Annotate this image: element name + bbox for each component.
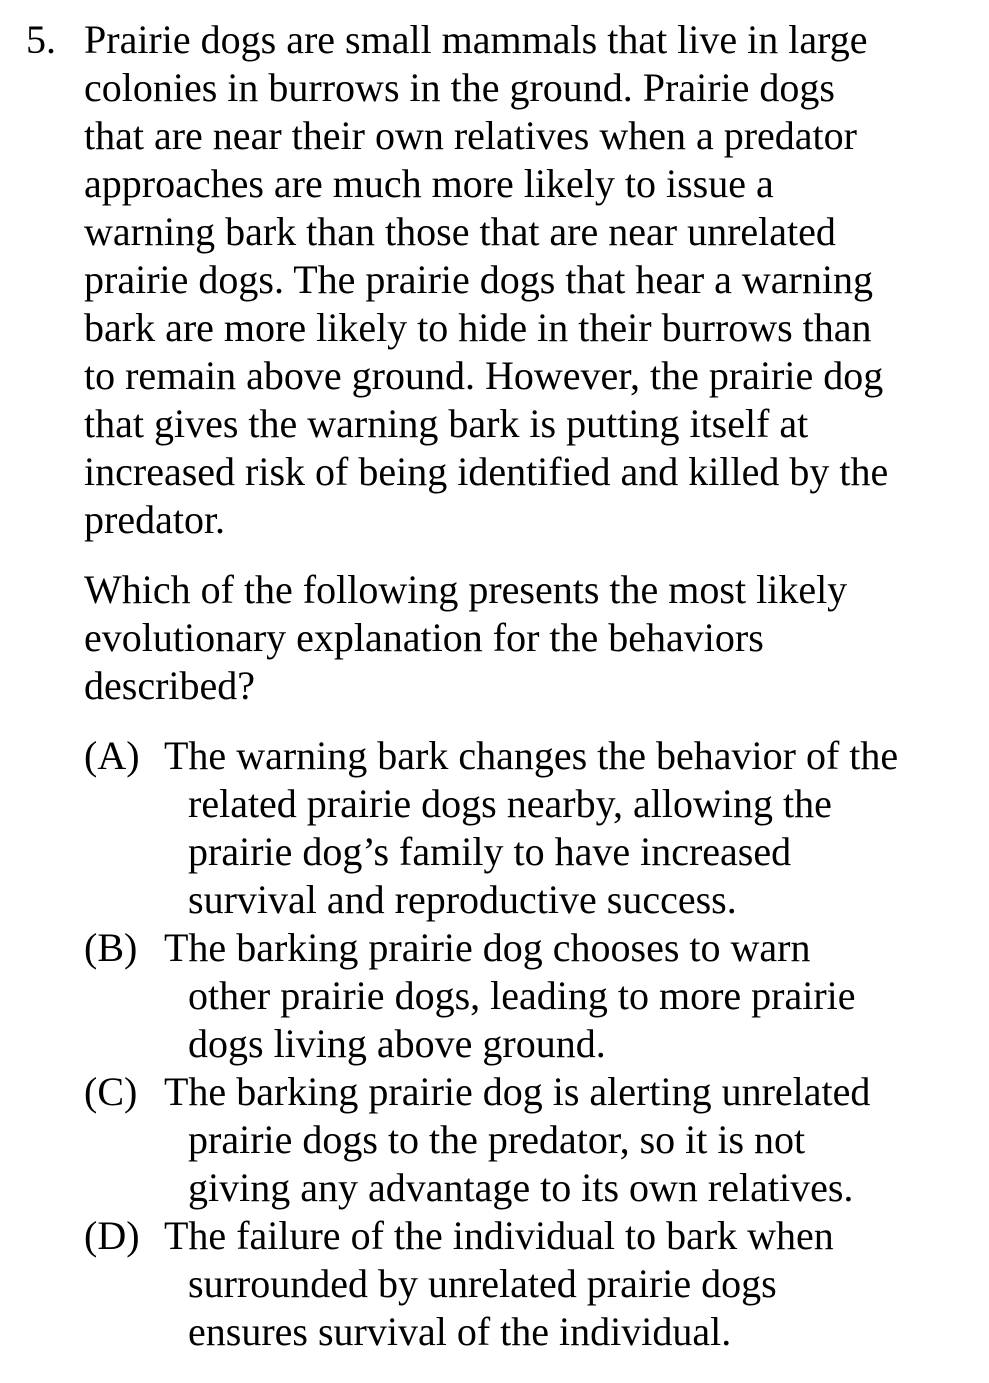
option-line: prairie dog’s family to have increased (188, 829, 792, 874)
question-stem (84, 16, 976, 544)
option-letter: (D) (84, 1213, 140, 1258)
option-line: other prairie dogs, leading to more prairie (188, 973, 856, 1018)
option-text (164, 924, 976, 1068)
stem-line: prairie dogs. The prairie dogs that hear a warning (84, 257, 873, 302)
option-text (164, 732, 976, 924)
stem-line: bark are more likely to hide in their burrows than (84, 305, 872, 350)
option-line: The barking prairie dog chooses to warn (164, 925, 811, 970)
option-text (164, 1068, 976, 1212)
answer-options (84, 732, 976, 1356)
question-number: 5. (26, 17, 56, 62)
option-a[interactable] (84, 732, 976, 924)
question-prompt (84, 566, 976, 710)
stem-line: approaches are much more likely to issue a (84, 161, 774, 206)
prompt-line: described? (84, 663, 256, 708)
option-b[interactable] (84, 924, 976, 1068)
stem-line: that are near their own relatives when a predator (84, 113, 857, 158)
question-5 (26, 16, 976, 1356)
stem-line: that gives the warning bark is putting itself at (84, 401, 809, 446)
option-line: The barking prairie dog is alerting unrelated (164, 1069, 871, 1114)
option-line: survival and reproductive success. (188, 877, 737, 922)
option-line: ensures survival of the individual. (188, 1309, 732, 1354)
option-d[interactable] (84, 1212, 976, 1356)
question-body (84, 16, 976, 1356)
option-line: prairie dogs to the predator, so it is not (188, 1117, 806, 1162)
option-line: surrounded by unrelated prairie dogs (188, 1261, 777, 1306)
option-line: giving any advantage to its own relatives. (188, 1165, 854, 1210)
stem-line: colonies in burrows in the ground. Prairie dogs (84, 65, 835, 110)
option-line: dogs living above ground. (188, 1021, 606, 1066)
stem-line: to remain above ground. However, the prairie dog (84, 353, 884, 398)
option-line: The failure of the individual to bark when (164, 1213, 834, 1258)
option-c[interactable] (84, 1068, 976, 1212)
prompt-line: Which of the following presents the most likely (84, 567, 848, 612)
stem-line: predator. (84, 497, 226, 542)
option-line: related prairie dogs nearby, allowing the (188, 781, 832, 826)
stem-line: increased risk of being identified and killed by the (84, 449, 889, 494)
option-letter: (A) (84, 733, 140, 778)
prompt-line: evolutionary explanation for the behaviors (84, 615, 764, 660)
option-letter: (C) (84, 1069, 138, 1114)
stem-line: warning bark than those that are near unrelated (84, 209, 836, 254)
option-letter: (B) (84, 925, 138, 970)
option-line: The warning bark changes the behavior of the (164, 733, 899, 778)
option-text (164, 1212, 976, 1356)
stem-line: Prairie dogs are small mammals that live in large (84, 17, 868, 62)
